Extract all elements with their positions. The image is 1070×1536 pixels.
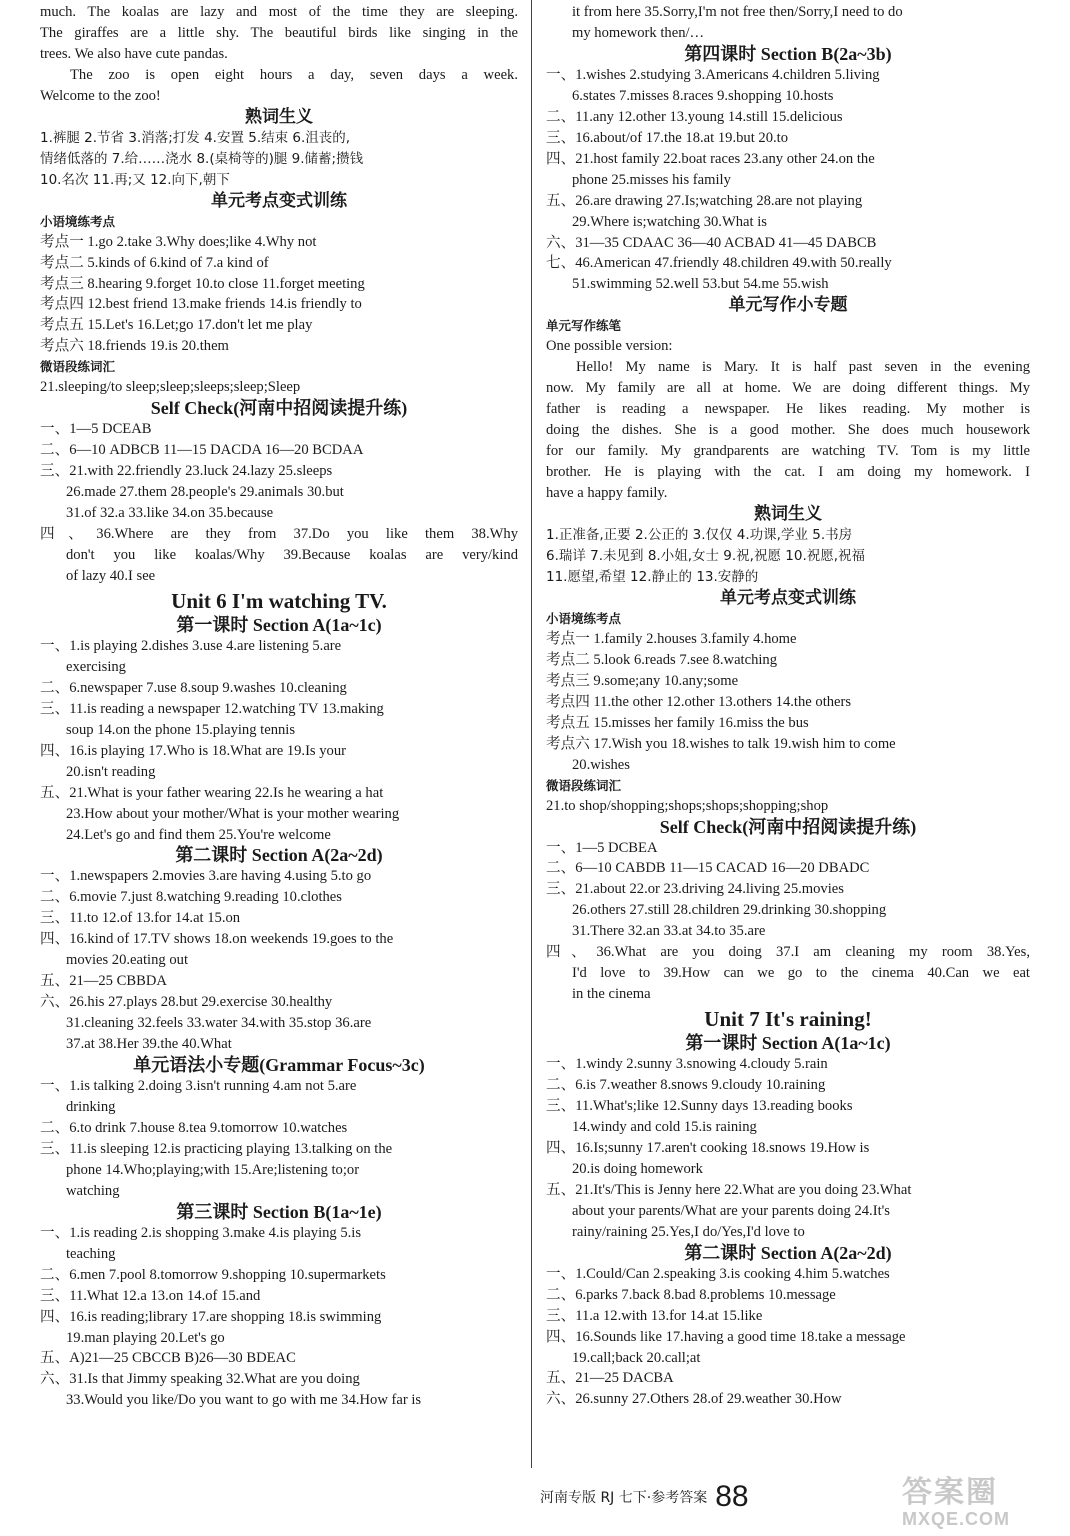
- answer-line: 二、6.is 7.weather 8.snows 9.cloudy 10.raining: [546, 1077, 826, 1094]
- section-heading: 第二课时 Section A(2a~2d): [684, 1242, 892, 1263]
- answer-line: 情绪低落的 7.给……浇水 8.(桌椅等的)腿 9.储蓄;攒钱: [40, 150, 364, 167]
- answer-line: 六、31—35 CDAAC 36—40 ACBAD 41—45 DABCB: [546, 234, 877, 251]
- subsection-label: 单元写作练笔: [546, 318, 622, 334]
- answer-line: 19.man playing 20.Let's go: [66, 1329, 225, 1346]
- answer-line: teaching: [66, 1245, 116, 1262]
- answer-line: 三、11.What's;like 12.Sunny days 13.reading books: [546, 1098, 853, 1115]
- paragraph-line: now. My family are all at home. We are doing different things. My: [546, 380, 1030, 397]
- section-heading: 第一课时 Section A(1a~1c): [685, 1033, 891, 1054]
- paragraph-line: have a happy family.: [546, 485, 668, 502]
- answer-line: 1.正准备,正要 2.公正的 3.仅仅 4.功课,学业 5.书房: [546, 527, 853, 544]
- answer-line: 20.isn't reading: [66, 763, 156, 780]
- section-heading: 熟词生义: [245, 106, 313, 127]
- paragraph-line: much. The koalas are lazy and most of the time they are sleeping.: [40, 4, 518, 20]
- answer-line: 1.裤腿 2.节省 3.消落;打发 4.安置 5.结束 6.沮丧的,: [40, 129, 351, 146]
- section-heading: Self Check(河南中招阅读提升练): [150, 398, 408, 419]
- answer-line: 六、26.his 27.plays 28.but 29.exercise 30.healthy: [40, 994, 333, 1011]
- answer-line: 一、1.Could/Can 2.speaking 3.is cooking 4.him 5.watches: [546, 1265, 890, 1282]
- answer-line: phone 14.Who;playing;with 15.Are;listening to;or: [66, 1161, 360, 1178]
- left-column: [40, 2, 518, 1411]
- answer-line: watching: [66, 1182, 120, 1199]
- watermark-title: 答案圈: [902, 1476, 998, 1509]
- answer-line: 二、11.any 12.other 13.young 14.still 15.delicious: [546, 108, 843, 125]
- subsection-label: 微语段练词汇: [546, 777, 622, 793]
- answer-line: drinking: [66, 1098, 116, 1115]
- answer-line: 考点二 5.look 6.reads 7.see 8.watching: [546, 651, 778, 668]
- answer-line: 6.states 7.misses 8.races 9.shopping 10.hosts: [572, 87, 834, 104]
- answer-line: 31.There 32.an 33.at 34.to 35.are: [572, 923, 766, 940]
- subsection-label: 小语境练考点: [40, 213, 116, 229]
- footer-label: 河南专版 RJ 七下·参考答案: [540, 1490, 708, 1506]
- answer-line: 二、6.men 7.pool 8.tomorrow 9.shopping 10.supermarkets: [40, 1266, 386, 1283]
- right-column: [546, 2, 1030, 1410]
- answer-line: phone 25.misses his family: [572, 171, 731, 188]
- column-divider: [531, 0, 532, 1468]
- answer-line: 11.愿望,希望 12.静止的 13.安静的: [546, 568, 759, 585]
- answer-line: 考点一 1.go 2.take 3.Why does;like 4.Why not: [40, 233, 317, 250]
- answer-line: 五、21.What is your father wearing 22.Is he wearing a hat: [40, 784, 384, 801]
- section-heading: 单元语法小专题(Grammar Focus~3c): [133, 1055, 425, 1076]
- answer-line: 二、6.movie 7.just 8.watching 9.reading 10.clothes: [40, 889, 342, 906]
- answer-line: soup 14.on the phone 15.playing tennis: [66, 721, 296, 738]
- unit-title: Unit 6 I'm watching TV.: [171, 588, 387, 613]
- answer-line: 20.is doing homework: [572, 1160, 703, 1177]
- answer-line: 三、16.about/of 17.the 18.at 19.but 20.to: [546, 129, 788, 146]
- paragraph-line: brother. He is playing with the cat. I am doing my homework. I: [546, 464, 1030, 481]
- answer-line: 考点三 9.some;any 10.any;some: [546, 672, 739, 689]
- answer-line: One possible version:: [546, 338, 673, 355]
- paragraph-line: Hello! My name is Mary. It is half past seven in the evening: [576, 359, 1030, 376]
- answer-line: 考点六 17.Wish you 18.wishes to talk 19.wish him to come: [546, 735, 896, 752]
- answer-line: 26.others 27.still 28.children 29.drinking 30.shopping: [572, 902, 887, 919]
- paragraph-line: The giraffes are a little shy. The beautiful birds like singing in the: [40, 24, 518, 41]
- section-heading: 熟词生义: [754, 504, 822, 525]
- answer-line: 考点四 11.the other 12.other 13.others 14.the others: [546, 693, 852, 710]
- answer-line: Welcome to the zoo!: [40, 87, 161, 104]
- answer-line: 考点五 15.Let's 16.Let;go 17.don't let me play: [40, 317, 313, 334]
- answer-line: 五、26.are drawing 27.Is;watching 28.are not playing: [546, 192, 863, 209]
- answer-line: 三、11.is sleeping 12.is practicing playing 13.talking on the: [40, 1140, 393, 1157]
- watermark-url: MXQE.COM: [902, 1509, 1011, 1529]
- unit-title: Unit 7 It's raining!: [704, 1007, 872, 1032]
- paragraph-line: I'd love to 39.How can we go to the cinema 40.Can we eat: [572, 965, 1030, 982]
- answer-line: 29.Where is;watching 30.What is: [572, 213, 767, 230]
- answer-line: 14.windy and cold 15.is raining: [572, 1118, 757, 1135]
- answer-line: my homework then/…: [572, 24, 705, 41]
- answer-line: 三、11.a 12.with 13.for 14.at 15.like: [546, 1307, 763, 1324]
- paragraph-line: father is reading a newspaper. He likes reading. My mother is: [546, 401, 1030, 418]
- answer-line: 二、6—10 ADBCB 11—15 DACDA 16—20 BCDAA: [40, 442, 364, 459]
- answer-line: 四、21.host family 22.boat races 23.any other 24.on the: [546, 150, 875, 167]
- answer-line: 24.Let's go and find them 25.You're welcome: [66, 826, 331, 843]
- answer-line: 21.to shop/shopping;shops;shops;shopping;shop: [546, 797, 829, 814]
- answer-line: 五、21—25 DACBA: [546, 1370, 674, 1387]
- paragraph-line: 四、36.Where are they from 37.Do you like them 38.Why: [40, 526, 518, 543]
- answer-line: 四、16.is reading;library 17.are shopping 18.is swimming: [40, 1308, 382, 1325]
- answer-line: 五、21—25 CBBDA: [40, 973, 167, 990]
- section-heading: 第三课时 Section B(1a~1e): [176, 1201, 382, 1222]
- watermark-logo: [902, 1478, 1062, 1534]
- answer-line: of lazy 40.I see: [66, 567, 156, 584]
- answer-line: 考点一 1.family 2.houses 3.family 4.home: [546, 630, 797, 647]
- answer-line: 10.名次 11.再;又 12.向下,朝下: [40, 171, 230, 188]
- answer-line: 一、1.newspapers 2.movies 3.are having 4.using 5.to go: [40, 868, 372, 885]
- answer-line: 二、6.to drink 7.house 8.tea 9.tomorrow 10.watches: [40, 1119, 348, 1136]
- answer-line: 一、1—5 DCEAB: [40, 421, 152, 438]
- answer-line: 七、46.American 47.friendly 48.children 49.with 50.really: [546, 255, 892, 272]
- answer-line: 一、1.wishes 2.studying 3.Americans 4.children 5.living: [546, 66, 880, 83]
- answer-line: 一、1.is playing 2.dishes 3.use 4.are listening 5.are: [40, 637, 342, 654]
- answer-line: 37.at 38.Her 39.the 40.What: [66, 1036, 232, 1053]
- answer-line: 51.swimming 52.well 53.but 54.me 55.wish: [572, 276, 829, 293]
- paragraph-line: trees. We also have cute pandas.: [40, 45, 228, 62]
- paragraph-line: don't you like koalas/Why 39.Because koalas are very/kind: [66, 547, 518, 564]
- answer-line: 33.Would you like/Do you want to go with me 34.How far is: [66, 1392, 422, 1409]
- paragraph-line: The zoo is open eight hours a day, seven days a week.: [70, 66, 518, 83]
- answer-line: exercising: [66, 658, 126, 675]
- answer-line: 三、11.What 12.a 13.on 14.of 15.and: [40, 1287, 261, 1304]
- paragraph-line: doing the dishes. She is a good mother. She does much housework: [546, 422, 1030, 439]
- section-heading: 第一课时 Section A(1a~1c): [176, 614, 382, 635]
- answer-line: 20.wishes: [572, 756, 630, 773]
- answer-line: 四、16.Sounds like 17.having a good time 18.take a message: [546, 1328, 906, 1345]
- subsection-label: 微语段练词汇: [40, 359, 116, 375]
- answer-line: 一、1.windy 2.sunny 3.snowing 4.cloudy 5.rain: [546, 1056, 828, 1073]
- answer-line: 六、31.Is that Jimmy speaking 32.What are you doing: [40, 1371, 360, 1388]
- section-heading: 单元考点变式训练: [720, 587, 856, 608]
- answer-line: 考点四 12.best friend 13.make friends 14.is friendly to: [40, 296, 362, 313]
- answer-line: 五、21.It's/This is Jenny here 22.What are you doing 23.What: [546, 1181, 912, 1198]
- answer-line: 6.瑞详 7.未见到 8.小姐,女士 9.祝,祝愿 10.祝愿,祝福: [546, 547, 866, 564]
- answer-line: movies 20.eating out: [66, 952, 189, 969]
- answer-line: it from here 35.Sorry,I'm not free then/Sorry,I need to do: [572, 4, 903, 20]
- answer-line: 一、1.is reading 2.is shopping 3.make 4.is playing 5.is: [40, 1224, 362, 1241]
- paragraph-line: 四、36.What are you doing 37.I am cleaning my room 38.Yes,: [546, 944, 1030, 961]
- answer-line: 三、21.about 22.or 23.driving 24.living 25.movies: [546, 881, 844, 898]
- page-footer: [540, 1480, 749, 1514]
- answer-line: 三、11.to 12.of 13.for 14.at 15.on: [40, 910, 241, 927]
- section-heading: 单元考点变式训练: [211, 190, 347, 211]
- answer-line: 考点三 8.hearing 9.forget 10.to close 11.forget meeting: [40, 275, 365, 292]
- answer-line: 二、6.parks 7.back 8.bad 8.problems 10.message: [546, 1286, 836, 1303]
- answer-line: 二、6—10 CABDB 11—15 CACAD 16—20 DBADC: [546, 860, 870, 877]
- section-heading: Self Check(河南中招阅读提升练): [659, 816, 917, 837]
- answer-line: 考点六 18.friends 19.is 20.them: [40, 338, 229, 355]
- section-heading: 第二课时 Section A(2a~2d): [175, 845, 383, 866]
- answer-line: rainy/raining 25.Yes,I do/Yes,I'd love to: [572, 1223, 805, 1240]
- answer-line: 26.made 27.them 28.people's 29.animals 30.but: [66, 484, 344, 501]
- answer-line: 19.call;back 20.call;at: [572, 1349, 701, 1366]
- answer-line: about your parents/What are your parents doing 24.It's: [572, 1202, 890, 1219]
- answer-line: in the cinema: [572, 986, 651, 1003]
- answer-line: 三、11.is reading a newspaper 12.watching TV 13.making: [40, 700, 384, 717]
- answer-line: 一、1.is talking 2.doing 3.isn't running 4.am not 5.are: [40, 1078, 357, 1095]
- answer-line: 考点五 15.misses her family 16.miss the bus: [546, 714, 809, 731]
- answer-line: 31.of 32.a 33.like 34.on 35.because: [66, 505, 274, 522]
- answer-line: 三、21.with 22.friendly 23.luck 24.lazy 25.sleeps: [40, 463, 333, 480]
- answer-line: 四、16.kind of 17.TV shows 18.on weekends 19.goes to the: [40, 931, 394, 948]
- subsection-label: 小语境练考点: [546, 610, 622, 626]
- answer-line: 五、A)21—25 CBCCB B)26—30 BDEAC: [40, 1350, 296, 1367]
- answer-line: 31.cleaning 32.feels 33.water 34.with 35.stop 36.are: [66, 1015, 372, 1032]
- answer-line: 一、1—5 DCBEA: [546, 839, 658, 856]
- section-heading: 单元写作小专题: [728, 295, 848, 316]
- answer-line: 六、26.sunny 27.Others 28.of 29.weather 30.How: [546, 1391, 842, 1408]
- page-number: 88: [715, 1480, 749, 1513]
- answer-line: 考点二 5.kinds of 6.kind of 7.a kind of: [40, 254, 269, 271]
- answer-line: 四、16.Is;sunny 17.aren't cooking 18.snows 19.How is: [546, 1139, 870, 1156]
- section-heading: 第四课时 Section B(2a~3b): [684, 43, 892, 64]
- answer-line: 21.sleeping/to sleep;sleep;sleeps;sleep;Sleep: [40, 379, 301, 396]
- paragraph-line: for our family. My grandparents are watching TV. Tom is my little: [546, 443, 1030, 460]
- answer-line: 23.How about your mother/What is your mother wearing: [66, 805, 400, 822]
- answer-line: 四、16.is playing 17.Who is 18.What are 19.Is your: [40, 742, 347, 759]
- answer-line: 二、6.newspaper 7.use 8.soup 9.washes 10.cleaning: [40, 679, 347, 696]
